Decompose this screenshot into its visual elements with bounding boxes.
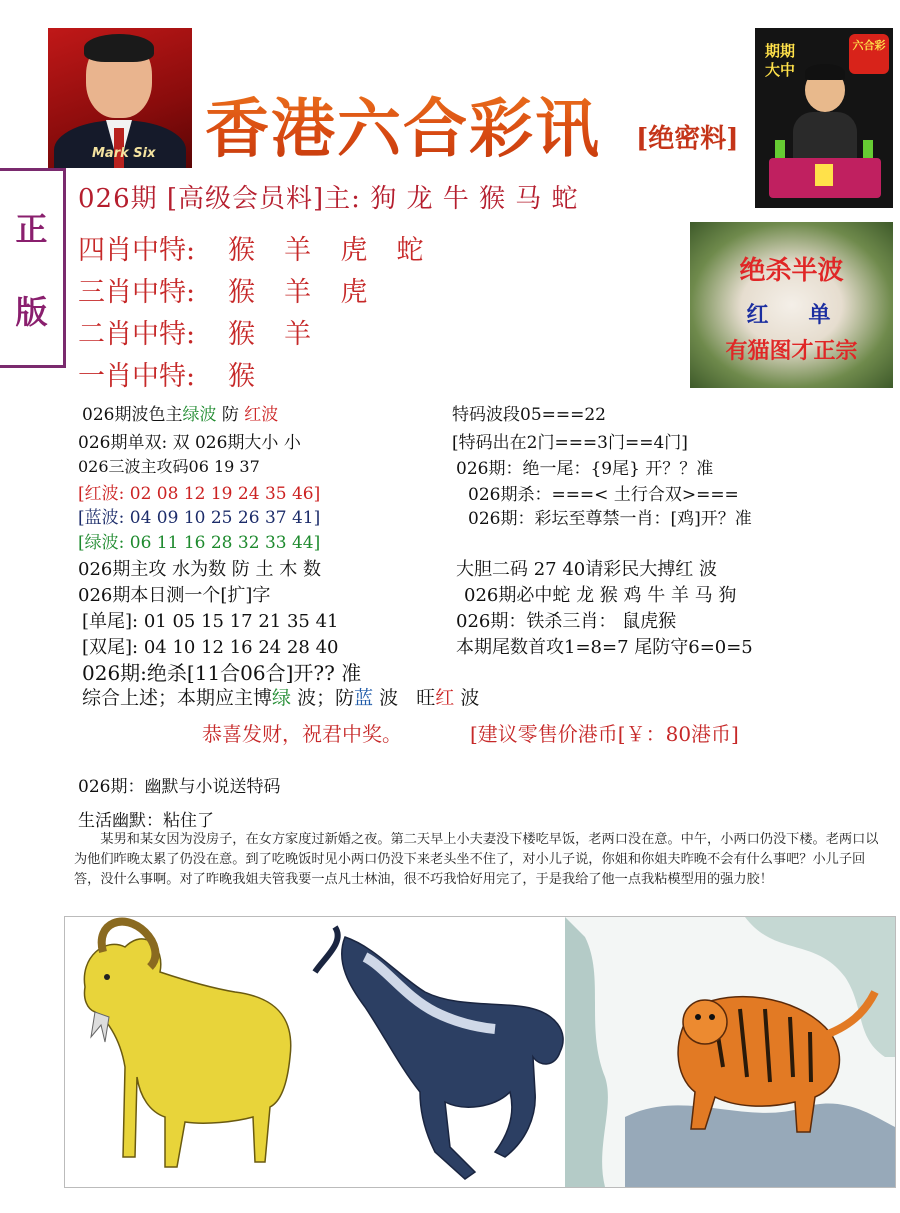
authentic-edition-box: [0, 168, 66, 368]
three-wave-line: 026三波主攻码06 19 37: [78, 457, 260, 476]
band-line: 特码波段05===22: [452, 405, 606, 425]
pick-label: 二肖中特:: [78, 319, 196, 350]
red-wave-line: [红波: 02 08 12 19 24 35 46]: [78, 484, 321, 504]
tail-kill-line: 026期：绝一尾：{9尾} 开？？准: [456, 459, 714, 479]
tiger-illustration: [565, 917, 895, 1187]
cartoon-caption: 期期大中: [765, 42, 796, 79]
mark-six-logo: Mark Six: [92, 146, 156, 161]
kill-line: 026期:绝杀[11合06合]开?? 准: [82, 661, 362, 685]
tail-attack-line: 本期尾数首攻1=8=7 尾防守6=0=5: [456, 637, 753, 658]
cat-box-line3: 有猫图才正宗: [725, 338, 858, 364]
kill-combo-line: 026期杀：===< 土行合双>===: [468, 485, 739, 505]
side-label-bottom: 版: [15, 292, 48, 331]
wave-color-line: 026期波色主绿波 防 红波: [82, 405, 279, 425]
pick-row-one: [78, 354, 259, 393]
joke-heading: 026期：幽默与小说送特码: [78, 777, 281, 797]
congrats-text: 恭喜发财，祝君中奖。: [202, 722, 402, 746]
cartoon-mascot-image: [755, 28, 893, 208]
page-title: 香港六合彩讯: [205, 78, 601, 170]
goat-illustration: [84, 922, 290, 1167]
issue-header: 026期 [高级会员料]主: 狗 龙 牛 猴 马 蛇: [78, 184, 579, 214]
blue-wave-line: [蓝波: 04 09 10 25 26 37 41]: [78, 508, 321, 528]
horse-illustration: [315, 927, 563, 1179]
iron-kill-line: 026期：铁杀三肖： 鼠虎猴: [456, 611, 677, 632]
green-wave-line: [绿波: 06 11 16 28 32 33 44]: [78, 533, 321, 553]
pick-row-four: [78, 228, 428, 267]
door-line: [特码出在2门===3门==4门]: [452, 433, 688, 453]
cat-box-line1: 绝杀半波: [739, 256, 844, 286]
cat-box-line2: 红单: [746, 302, 871, 328]
joke-title: 生活幽默：粘住了: [78, 811, 214, 831]
cartoon-badge: 六合彩: [849, 34, 889, 74]
main-attack-line: 026期主攻 水为数 防 土 木 数: [78, 559, 321, 580]
bold-two-line: 大胆二码 27 40请彩民大搏红 波: [456, 559, 717, 580]
zodiac-illustration: [65, 917, 895, 1187]
must-hit-line: 026期必中蛇 龙 猴 鸡 牛 羊 马 狗: [464, 585, 737, 606]
price-text: [建议零售价港币[￥：80港币]: [470, 722, 739, 746]
pick-label: 三肖中特:: [78, 277, 196, 308]
summary-line: 综合上述；本期应主博绿 波；防蓝 波 旺红 波: [82, 687, 480, 709]
odd-even-line: 026期单双: 双 026期大小 小: [78, 433, 301, 453]
pick-row-two: [78, 312, 315, 351]
single-tail-line: [单尾]: 01 05 15 17 21 35 41: [82, 611, 339, 632]
forbid-line: 026期：彩坛至尊禁一肖：[鸡]开？准: [468, 509, 752, 529]
one-char-line: 026期本日测一个[扩]字: [78, 585, 271, 606]
pick-value: 猴: [228, 361, 259, 392]
joke-body: 某男和某女因为没房子，在女方家度过新婚之夜。第二天早上小夫妻没下楼吃早饭，老两口没在意。中午，小两口仍没下楼。老两口以为他们昨晚太累了仍没在意。到了吃晚饭时见小两口仍没下来老头坐不住了，对小儿子说，你姐和你姐夫昨晚不会有什么事吧？小儿子回答，没什么事啊。对了昨晚我姐夫管我要一点凡士林油，很不巧我恰好用完了，于是我给了他一点我粘模型用的强力胶！: [74, 832, 879, 887]
side-label-top: 正: [15, 209, 48, 248]
pick-label: 一肖中特:: [78, 361, 196, 392]
pick-value: 猴 羊 虎: [228, 277, 372, 308]
title-tag: [绝密料]: [636, 124, 739, 154]
cat-image-box: [690, 222, 893, 388]
pick-value: 猴 羊: [228, 319, 316, 350]
zodiac-illustration-strip: [64, 916, 896, 1188]
pick-label: 四肖中特:: [78, 235, 196, 266]
double-tail-line: [双尾]: 04 10 12 16 24 28 40: [82, 637, 339, 658]
pick-value: 猴 羊 虎 蛇: [228, 235, 428, 266]
pick-row-three: [78, 270, 371, 309]
